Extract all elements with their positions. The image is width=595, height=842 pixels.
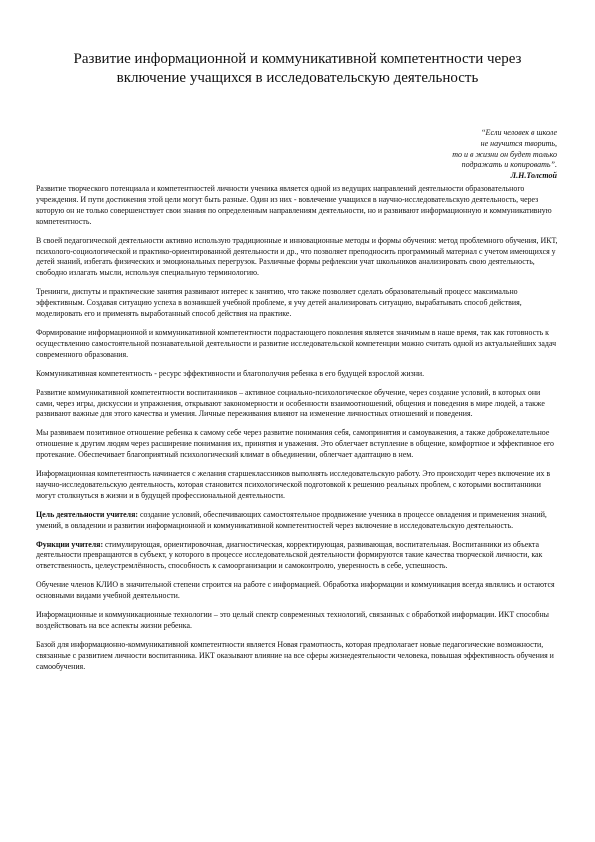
paragraph (36, 469, 558, 502)
paragraph-text: Информационные и коммуникационные технологии – это целый спектр современных технологий, связанных с обработкой информации. ИКТ способны воздействовать на все аспекты жизни ребенка. (36, 610, 549, 630)
epigraph (357, 128, 557, 182)
title-line-1: Развитие информационной и коммуникативной компетентности через (73, 51, 522, 67)
document-body (36, 184, 558, 681)
title-line-2: включение учащихся в исследовательскую деятельность (116, 70, 479, 86)
paragraph-text: Мы развиваем позитивное отношение ребенка к самому себе через развитие понимания себя, самопринятия и самоуважения, а также доброжелательное отношение к другим людям через расширение понимания их, принятия и уважения. Это облегчает вступление в общение, комфортное и эффективное его протекание. Обеспечивает благоприятный психологический климат в объединении, облегчает адаптацию в нем. (36, 428, 554, 460)
epigraph-line: то и в жизни он будет только (452, 149, 557, 159)
paragraph-text: Обучение членов КЛИО в значительной степени строится на работе с информацией. Обработка информации и коммуникация всегда являлись и остаются основными видами учебной деятельности. (36, 580, 555, 601)
paragraph (36, 510, 558, 532)
paragraph (36, 369, 558, 380)
paragraph (36, 640, 558, 673)
paragraph (36, 580, 558, 602)
epigraph-author: Л.Н.Толстой (510, 171, 557, 181)
paragraph (36, 328, 558, 361)
paragraph-text: В своей педагогической деятельности активно использую традиционные и инновационные методы и формы обучения: метод проблемного обучения, ИКТ, психолого-социологической и практико-ориентированной деятельности и др., что позволяет преподносить программный материал с учетом имеющихся у детей знаний, избегать физических и эмоциональных перегрузок. Различные формы рефлексии учат школьников анализировать свою деятельность, свободно излагать мысли, используя специальную терминологию. (36, 235, 558, 278)
paragraph (36, 428, 558, 461)
epigraph-line: подражать и копировать”. (461, 160, 557, 170)
document-title (40, 50, 555, 88)
paragraph (36, 287, 558, 320)
paragraph-text: Формирование информационной и коммуникативной компетентности подрастающего поколения является значимым в наше время, так как готовность к осуществлению самостоятельной познавательной деятельности и развитие исследовательской компетенции можно считать одной из актуальнейших задач современного образования. (36, 327, 557, 359)
paragraph-text: Развитие коммуникативной компетентности воспитанников – активное социально-психологическое обучение, через создание условий, в которых они сами, через игры, дискуссии и упражнения, открывают закономерности и особенности взаимоотношений, общения и поведения в мире людей, а также развивают важные для этого качества и умения. Личные переживания влияют на изменение личностных отношений и поведения. (36, 387, 545, 419)
paragraph-lead: Цель деятельности учителя: (36, 509, 138, 519)
paragraph (36, 610, 558, 632)
paragraph-text: создание условий, обеспечивающих самостоятельное продвижение ученика в процессе овладения и применения знаний, умений, в овладении и развитии информационной и коммуникативной компетентностей через включение в исследовательскую деятельность. (36, 509, 547, 530)
paragraph-text: Информационная компетентность начинается с желания старшеклассников выполнять исследовательскую работу. Это происходит через включение их в научно-исследовательскую деятельность, которая становится психологической подготовкой к решению реальных проблем, с которыми воспитанники могут столкнуться в жизни и в будущей профессиональной деятельности. (36, 469, 551, 500)
paragraph (36, 388, 558, 421)
paragraph-text: Тренинги, диспуты и практические занятия развивают интерес к занятию, что также позволяет сделать образовательный процесс максимально эффективным. Создавая ситуацию успеха в возникшей учебной проблеме, я учу детей анализировать ситуацию, вырабатывать способ действия, моделировать его и применять выработанный способ действия на практике. (36, 287, 522, 319)
paragraph-lead: Функции учителя: (36, 539, 104, 549)
paragraph (36, 540, 558, 573)
paragraph-text: стимулирующая, ориентировочная, диагностическая, корректирующая, развивающая, воспитательная. Воспитанники из объекта деятельности превращаются в субъект, у которого в процессе исследовательской деятельности формируются такие качества творческой личности, как ответственность, целеустремлённость, способность к самоорганизации и самоконтролю, уверенность в себе, успешность. (36, 539, 543, 571)
paragraph-text: Базой для информационно-коммуникативной компетентности является Новая грамотность, которая предполагает новые педагогические возможности, связанные с развитием личности воспитанника. ИКТ оказывают влияние на все сферы жизнедеятельности человека, повышая эффективность обучения и самообучения. (36, 639, 554, 671)
epigraph-line: “Если человек в школе (481, 128, 557, 137)
epigraph-line: не научится творить, (480, 138, 557, 148)
paragraph-text: Коммуникативная компетентность - ресурс эффективности и благополучия ребенка в его будущей взрослой жизни. (36, 368, 425, 378)
paragraph (36, 236, 558, 280)
paragraph (36, 184, 558, 228)
paragraph-text: Развитие творческого потенциала и компетентностей личности ученика является одной из ведущих направлений деятельности образовательного учреждения. И пути достижения этой цели могут быть разные. Один из них - вовлечение учащихся в научно-исследовательскую деятельность, через которую он не только совершенствует свои знания по определенным направлениям деятельности, но и развивают информационную и коммуникативную компетентность. (36, 184, 552, 226)
